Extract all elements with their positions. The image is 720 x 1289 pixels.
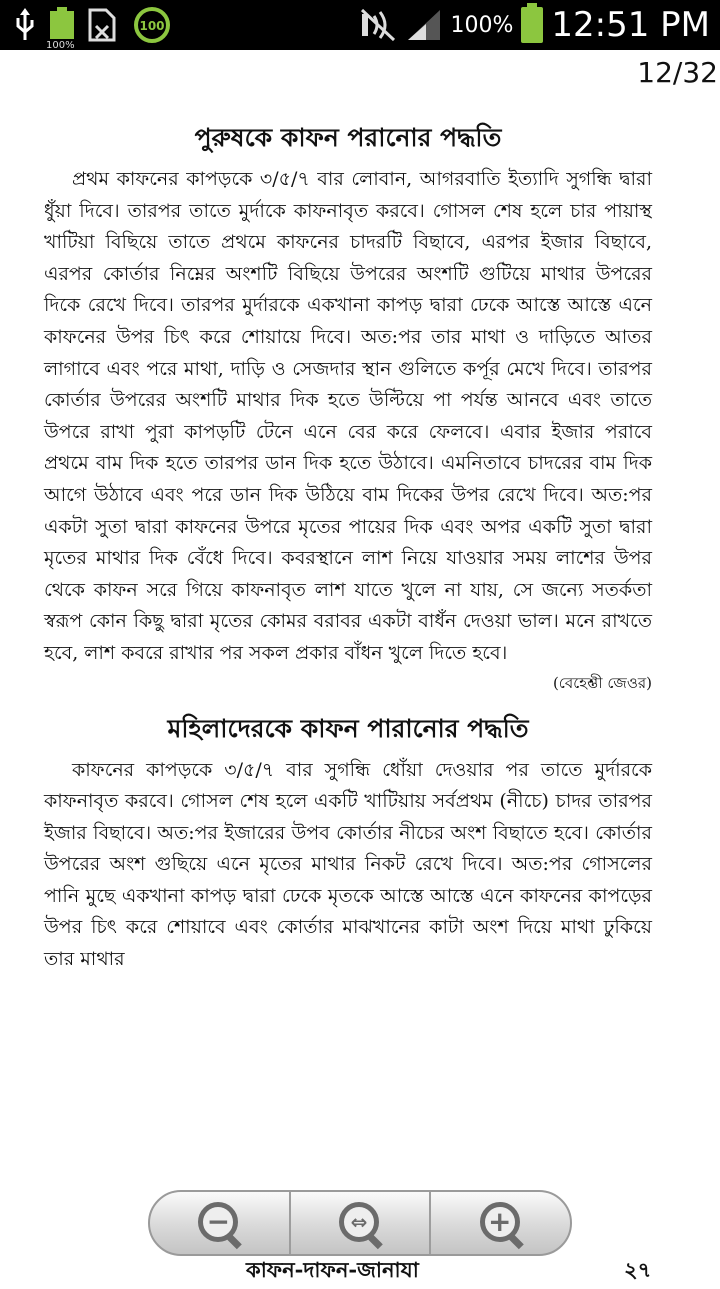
status-left-icons xyxy=(14,6,172,51)
document-page xyxy=(44,120,652,976)
paragraph-women: কাফনের কাপড়কে ৩/৫/৭ বার সুগন্ধি ধোঁয়া দেওয়ার পর তাতে মুর্দারকে কাফনাবৃত করবে। গোসল শেষ হলে একটি খাটিয়ায় সর্বপ্রথম (নীচে) চাদর তারপর ইজার বিছাবে। অত:পর ইজারের উপব কোর্তার নীচের অংশ বিছাতে হবে। কোর্তার উপরের অংশ গুছিয়ে এনে মৃতের মাথার নিকট রেখে দিবে। অত:পর গোসলের পানি মুছে একখানা কাপড় দ্বারা ঢেকে মৃতকে আস্তে আস্তে এনে কাফনের কাপড়ের উপর চিৎ করে শোয়াবে এবং কোর্তার মাঝখানের কাটা অংশ দিয়ে মাথা ঢুকিয়ে তার মাথার xyxy=(44,758,652,971)
status-bar xyxy=(0,0,720,50)
page-counter: 12/32 xyxy=(637,56,718,89)
source-row xyxy=(44,670,652,697)
fit-width-button[interactable] xyxy=(291,1192,432,1254)
battery-full-icon xyxy=(46,11,75,51)
paragraph-men: প্রথম কাফনের কাপড়কে ৩/৫/৭ বার লোবান, আগরবাতি ইত্যাদি সুগন্ধি দ্বারা ধুঁয়া দিবে। তারপর তাতে মুর্দাকে কাফনাবৃত করবে। গোসল শেষ হলে চার পায়াস্থ খাটিয়া বিছিয়ে তাতে প্রথমে কাফনের চাদরটি বিছাবে, এরপর ইজার বিছাবে, এরপর কোর্তার নিম্নের অংশটি বিছিয়ে উপরের অংশটি গুটিয়ে মাথার উপরের দিকে রেখে দিবে। তারপর মুর্দারকে একখানা কাপড় দ্বারা ঢেকে আস্তে আস্তে এনে কাফনের উপর চিৎ করে শোয়ায়ে দিবে। অত:পর তার মাথা ও দাড়িতে আতর লাগাবে এবং পরে মাথা, দাড়ি ও সেজদার স্থান গুলিতে কর্পূর মেখে দিবে। তারপর কোর্তার উপরের অংশটি মাথার দিক হতে উল্টিয়ে পা পর্যন্ত আনবে এবং তাতে উপরে রাখা পুরা কাপড়টি টেনে এনে বের করে ফেলবে। এবার ইজার পরাবে প্রথমে বাম দিক হতে তারপর ডান দিক হতে উঠাবে। এমনিতাবে চাদরের বাম দিক আগে উঠাবে এবং পরে ডান দিক উঠিয়ে বাম দিকের উপর রেখে দিবে। অত:পর একটা সুতা দ্বারা কাফনের উপরে মৃতের পায়ের দিক এবং অপর একটি সুতা দ্বারা মৃতের মাথার দিক বেঁধে দিবে। কবরস্থানে লাশ নিয়ে যাওয়ার সময় লাশের উপর থেকে কাফন সরে গিয়ে কাফনাবৃত লাশ যাতে খুলে না যায়, সে জন্যে সতর্কতা স্বরূপ কোন কিছু দ্বারা মৃতের কোমর বরাবর একটা বাধঁন দেওয়া ভাল। মনে রাখতে হবে, লাশ কবরে রাখার পর সকল প্রকার বাঁধন খুলে দিতে হবে। xyxy=(44,168,652,664)
zoom-out-button[interactable] xyxy=(150,1192,291,1254)
footer-page-number: ২৭ xyxy=(624,1257,652,1282)
battery-icon xyxy=(521,7,543,43)
mute-icon xyxy=(358,8,398,42)
usb-icon xyxy=(14,8,36,42)
signal-icon xyxy=(406,8,442,42)
source-citation: (বেহেশ্তী জেওর) xyxy=(552,673,652,692)
section-heading-women: মহিলাদেরকে কাফন পারানোর পদ্ধতি xyxy=(167,713,529,743)
battery-percent: 100% xyxy=(450,12,514,38)
status-right-icons xyxy=(358,0,710,50)
fit-width-icon: ⇔ xyxy=(335,1198,385,1248)
zoom-in-icon: + xyxy=(476,1198,526,1248)
sim-blocked-icon xyxy=(88,8,118,42)
clock: 12:51 PM xyxy=(551,5,710,45)
badge-label: 100 xyxy=(139,19,165,33)
circle-100-icon xyxy=(132,5,172,45)
zoom-out-icon: − xyxy=(194,1198,244,1248)
zoom-in-button[interactable] xyxy=(431,1192,570,1254)
zoom-controls xyxy=(148,1190,572,1256)
section-heading-men: পুরুষকে কাফন পরানোর পদ্ধতি xyxy=(194,123,502,152)
footer-title: কাফন-দাফন-জানাযা xyxy=(246,1257,419,1282)
battery-small-label: 100% xyxy=(46,40,75,51)
